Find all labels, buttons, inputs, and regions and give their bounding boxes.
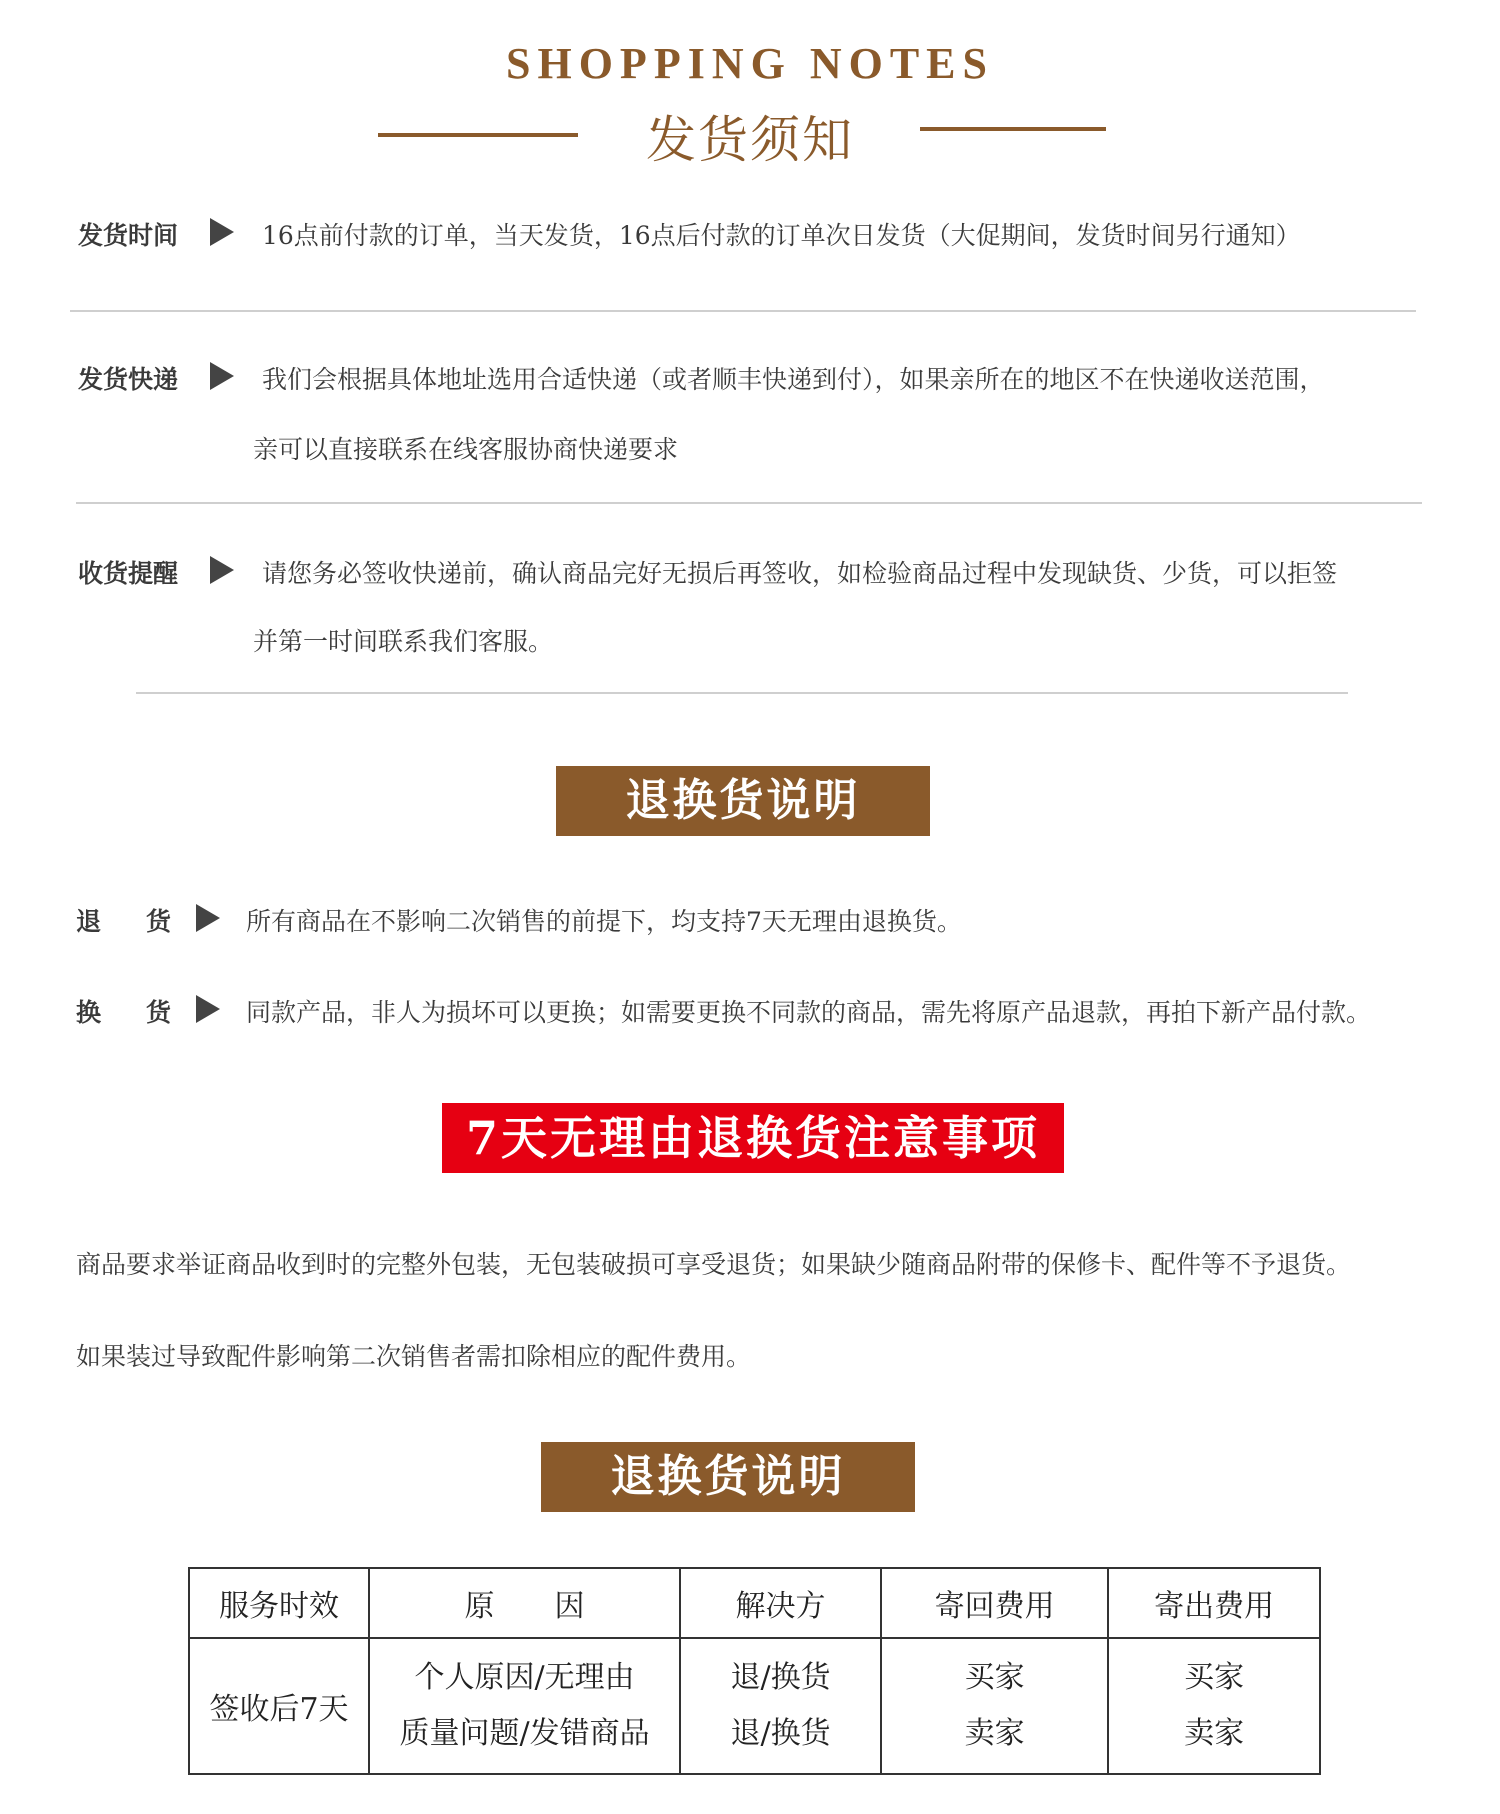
triangle-right-icon (210, 218, 234, 246)
shipping-text-receipt-2: 并第一时间联系我们客服。 (253, 627, 554, 656)
solution-2: 退/换货 (730, 1716, 831, 1751)
english-title: SHOPPING NOTES (506, 39, 994, 88)
cell-period: 签收后7天 (189, 1638, 369, 1774)
solution-1: 退/换货 (730, 1660, 831, 1695)
triangle-right-icon (196, 904, 220, 932)
header-reason: 原 因 (369, 1568, 680, 1638)
shipping-label-receipt: 收货提醒 (78, 559, 179, 588)
page-title: 发货须知 (646, 111, 854, 169)
exchange-label-a: 换 (76, 998, 102, 1027)
cell-return-fee (881, 1638, 1108, 1774)
header-solution: 解决方 (680, 1568, 881, 1638)
return-fee-2: 卖家 (964, 1716, 1025, 1751)
send-fee-2: 卖家 (1184, 1716, 1245, 1751)
table-row (189, 1638, 1320, 1774)
header-return-fee: 寄回费用 (881, 1568, 1108, 1638)
header-period: 服务时效 (189, 1568, 369, 1638)
triangle-right-icon (210, 362, 234, 390)
send-fee-1: 买家 (1184, 1660, 1245, 1695)
notice-banner: 7天无理由退换货注意事项 (442, 1103, 1064, 1173)
exchange-text: 同款产品，非人为损坏可以更换；如需要更换不同款的商品，需先将原产品退款，再拍下新产品付款。 (246, 998, 1372, 1027)
notice-line-2: 如果装过导致配件影响第二次销售者需扣除相应的配件费用。 (76, 1342, 752, 1371)
table-header-row (189, 1568, 1320, 1638)
shipping-text-receipt-1: 请您务必签收快递前，确认商品完好无损后再签收，如检验商品过程中发现缺货、少货，可以拒签 (262, 559, 1338, 588)
policy-table (188, 1567, 1321, 1775)
shipping-text-time: 16点前付款的订单，当天发货，16点后付款的订单次日发货（大促期间，发货时间另行通知） (262, 221, 1301, 250)
reason-quality: 质量问题/发错商品 (399, 1716, 650, 1751)
shipping-text-courier-1: 我们会根据具体地址选用合适快递（或者顺丰快递到付），如果亲所在的地区不在快递收送范围， (262, 365, 1325, 394)
exchange-label-b: 货 (146, 998, 172, 1027)
return-label-b: 货 (146, 907, 172, 936)
triangle-right-icon (210, 556, 234, 584)
header-send-fee: 寄出费用 (1108, 1568, 1320, 1638)
return-banner: 退换货说明 (556, 766, 930, 836)
return-label-a: 退 (76, 907, 102, 936)
cell-solutions (680, 1638, 881, 1774)
reason-personal: 个人原因/无理由 (414, 1660, 635, 1695)
shipping-text-courier-2: 亲可以直接联系在线客服协商快递要求 (253, 435, 679, 464)
shipping-label-time: 发货时间 (78, 221, 179, 250)
return-text: 所有商品在不影响二次销售的前提下，均支持7天无理由退换货。 (246, 907, 962, 936)
cell-reasons (369, 1638, 680, 1774)
divider (136, 692, 1348, 694)
return-fee-1: 买家 (964, 1660, 1025, 1695)
notice-line-1: 商品要求举证商品收到时的完整外包装，无包装破损可享受退货；如果缺少随商品附带的保修卡、配件等不予退货。 (76, 1250, 1352, 1279)
shipping-label-courier: 发货快递 (78, 365, 179, 394)
divider (76, 502, 1422, 504)
title-right-line (920, 127, 1106, 131)
cell-send-fee (1108, 1638, 1320, 1774)
triangle-right-icon (196, 995, 220, 1023)
divider (70, 310, 1416, 312)
return-banner-2: 退换货说明 (541, 1442, 915, 1512)
